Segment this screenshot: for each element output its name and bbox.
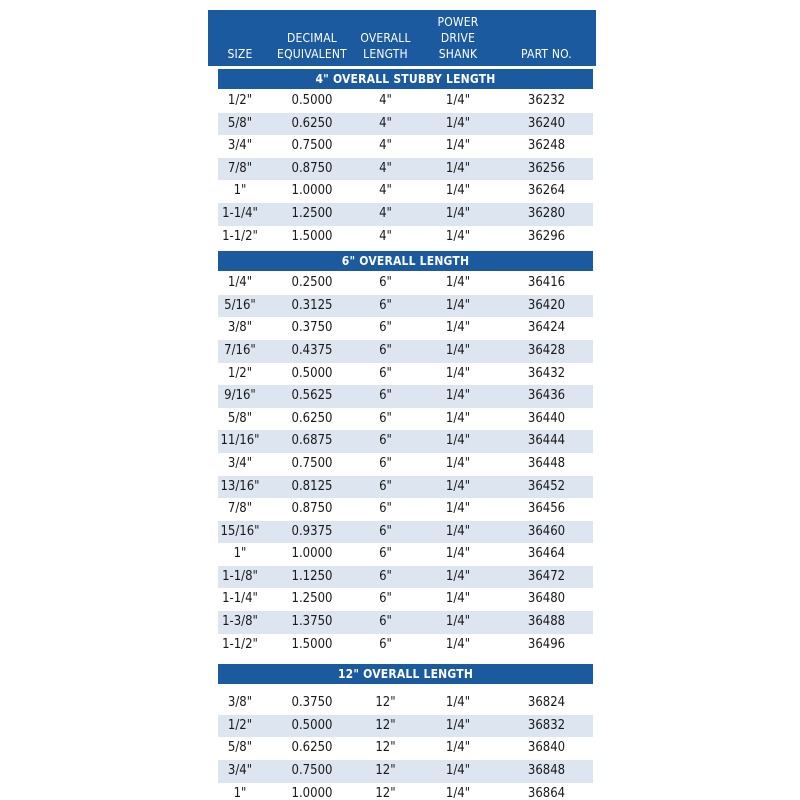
- table-row: [208, 692, 596, 715]
- cell-part-no: 36248: [527, 138, 566, 154]
- cell-overall-length: 4": [379, 228, 392, 244]
- cell-decimal: 1.5000: [291, 228, 333, 244]
- section-spacer: [208, 684, 596, 692]
- cell-overall-length: 4": [379, 138, 392, 154]
- table-row: [208, 588, 596, 611]
- header-overall-length: OVERALL LENGTH: [360, 31, 411, 61]
- cell-decimal: 1.0000: [291, 546, 333, 562]
- cell-size: 1-1/4": [222, 591, 258, 607]
- cell-decimal: 1.0000: [291, 785, 333, 800]
- cell-shank: 1/4": [445, 205, 471, 221]
- cell-part-no: 36432: [527, 365, 566, 381]
- cell-decimal: 1.3750: [291, 614, 333, 630]
- cell-size: 1/2": [227, 93, 253, 108]
- cell-decimal: 0.5000: [291, 365, 333, 381]
- table-row: [208, 90, 596, 113]
- cell-part-no: 36444: [527, 433, 566, 449]
- table-row: [208, 476, 596, 499]
- cell-size: 1-1/2": [222, 636, 258, 652]
- table-row: [208, 363, 596, 386]
- cell-overall-length: 6": [379, 455, 392, 471]
- cell-part-no: 36420: [527, 297, 566, 313]
- cell-overall-length: 12": [375, 785, 396, 800]
- cell-overall-length: 4": [379, 93, 392, 108]
- cell-size: 1-1/8": [222, 568, 258, 584]
- cell-size: 7/16": [224, 342, 256, 358]
- cell-shank: 1/4": [445, 591, 471, 607]
- cell-part-no: 36496: [527, 636, 566, 652]
- table-row: [208, 408, 596, 431]
- cell-size: 3/4": [227, 763, 253, 779]
- cell-decimal: 1.1250: [291, 568, 333, 584]
- cell-size: 9/16": [224, 388, 256, 404]
- cell-part-no: 36864: [527, 785, 566, 800]
- cell-overall-length: 6": [379, 297, 392, 313]
- table-row: [208, 498, 596, 521]
- cell-part-no: 36480: [527, 591, 566, 607]
- cell-decimal: 0.7500: [291, 763, 333, 779]
- cell-size: 3/8": [227, 695, 253, 711]
- cell-overall-length: 6": [379, 614, 392, 630]
- cell-shank: 1/4": [445, 763, 471, 779]
- cell-size: 1": [233, 785, 247, 800]
- cell-part-no: 36232: [527, 93, 566, 108]
- cell-decimal: 0.8125: [291, 478, 333, 494]
- table-row: [208, 737, 596, 760]
- cell-shank: 1/4": [445, 320, 471, 336]
- cell-decimal: 0.7500: [291, 455, 333, 471]
- cell-decimal: 0.3750: [291, 320, 333, 336]
- cell-size: 7/8": [227, 160, 253, 176]
- cell-size: 3/4": [227, 138, 253, 154]
- section-title: 6" OVERALL LENGTH: [218, 251, 593, 271]
- cell-part-no: 36424: [527, 320, 566, 336]
- cell-shank: 1/4": [445, 115, 471, 131]
- table-row: [208, 135, 596, 158]
- cell-part-no: 36840: [527, 740, 566, 756]
- cell-decimal: 1.2500: [291, 591, 333, 607]
- cell-overall-length: 6": [379, 342, 392, 358]
- cell-size: 3/4": [227, 455, 253, 471]
- table-row: [208, 783, 596, 800]
- cell-overall-length: 6": [379, 433, 392, 449]
- header-size: SIZE: [227, 47, 253, 61]
- cell-part-no: 36440: [527, 410, 566, 426]
- cell-size: 5/8": [227, 115, 253, 131]
- cell-shank: 1/4": [445, 410, 471, 426]
- cell-size: 7/8": [227, 501, 253, 517]
- table-row: [208, 453, 596, 476]
- cell-overall-length: 12": [375, 763, 396, 779]
- cell-shank: 1/4": [445, 342, 471, 358]
- cell-part-no: 36448: [527, 455, 566, 471]
- cell-overall-length: 6": [379, 275, 392, 291]
- cell-part-no: 36256: [527, 160, 566, 176]
- cell-part-no: 36456: [527, 501, 566, 517]
- section-gap: [208, 656, 596, 664]
- cell-decimal: 0.5000: [291, 717, 333, 733]
- cell-overall-length: 6": [379, 410, 392, 426]
- cell-shank: 1/4": [445, 695, 471, 711]
- cell-size: 11/16": [220, 433, 260, 449]
- cell-part-no: 36472: [527, 568, 566, 584]
- section-title: 12" OVERALL LENGTH: [218, 664, 593, 684]
- cell-decimal: 0.7500: [291, 138, 333, 154]
- cell-part-no: 36452: [527, 478, 566, 494]
- table-row: [208, 340, 596, 363]
- table-row: [208, 715, 596, 738]
- cell-shank: 1/4": [445, 785, 471, 800]
- table-row: [208, 634, 596, 657]
- cell-decimal: 0.6875: [291, 433, 333, 449]
- cell-decimal: 0.8750: [291, 160, 333, 176]
- cell-shank: 1/4": [445, 297, 471, 313]
- cell-shank: 1/4": [445, 455, 471, 471]
- table-row: [208, 430, 596, 453]
- cell-shank: 1/4": [445, 388, 471, 404]
- cell-size: 1/4": [227, 275, 253, 291]
- cell-decimal: 1.2500: [291, 205, 333, 221]
- cell-size: 5/16": [224, 297, 256, 313]
- cell-shank: 1/4": [445, 523, 471, 539]
- cell-size: 1-1/2": [222, 228, 258, 244]
- section-title: 4" OVERALL STUBBY LENGTH: [218, 69, 593, 89]
- cell-decimal: 0.3750: [291, 695, 333, 711]
- cell-size: 15/16": [220, 523, 260, 539]
- cell-size: 1/2": [227, 717, 253, 733]
- cell-overall-length: 6": [379, 546, 392, 562]
- cell-size: 1/2": [227, 365, 253, 381]
- cell-overall-length: 4": [379, 205, 392, 221]
- cell-overall-length: 6": [379, 320, 392, 336]
- table-row: [208, 226, 596, 249]
- cell-size: 5/8": [227, 410, 253, 426]
- table-row: [208, 385, 596, 408]
- table-header: [208, 10, 596, 66]
- cell-part-no: 36280: [527, 205, 566, 221]
- cell-shank: 1/4": [445, 636, 471, 652]
- cell-overall-length: 12": [375, 717, 396, 733]
- table-row: [208, 543, 596, 566]
- cell-overall-length: 12": [375, 740, 396, 756]
- cell-part-no: 36464: [527, 546, 566, 562]
- cell-decimal: 0.4375: [291, 342, 333, 358]
- cell-size: 5/8": [227, 740, 253, 756]
- cell-size: 1-1/4": [222, 205, 258, 221]
- cell-shank: 1/4": [445, 365, 471, 381]
- cell-overall-length: 6": [379, 388, 392, 404]
- cell-shank: 1/4": [445, 614, 471, 630]
- cell-part-no: 36264: [527, 183, 566, 199]
- table-row: [208, 295, 596, 318]
- cell-part-no: 36416: [527, 275, 566, 291]
- table-row: [208, 158, 596, 181]
- header-power-drive-shank: POWER DRIVE SHANK: [437, 15, 479, 61]
- cell-shank: 1/4": [445, 717, 471, 733]
- table-body: [208, 66, 596, 800]
- cell-decimal: 0.5000: [291, 93, 333, 108]
- cell-overall-length: 6": [379, 568, 392, 584]
- cell-shank: 1/4": [445, 93, 471, 108]
- cell-decimal: 1.0000: [291, 183, 333, 199]
- cell-overall-length: 6": [379, 501, 392, 517]
- table-row: [208, 611, 596, 634]
- table-row: [208, 760, 596, 783]
- cell-size: 1-3/8": [222, 614, 258, 630]
- table-row: [208, 317, 596, 340]
- cell-decimal: 0.3125: [291, 297, 333, 313]
- table-row: [208, 180, 596, 203]
- cell-part-no: 36488: [527, 614, 566, 630]
- cell-overall-length: 6": [379, 478, 392, 494]
- cell-shank: 1/4": [445, 568, 471, 584]
- cell-shank: 1/4": [445, 501, 471, 517]
- cell-decimal: 0.8750: [291, 501, 333, 517]
- cell-overall-length: 6": [379, 523, 392, 539]
- cell-size: 1": [233, 183, 247, 199]
- cell-decimal: 0.2500: [291, 275, 333, 291]
- cell-size: 1": [233, 546, 247, 562]
- cell-shank: 1/4": [445, 183, 471, 199]
- cell-decimal: 0.5625: [291, 388, 333, 404]
- cell-part-no: 36848: [527, 763, 566, 779]
- cell-decimal: 0.6250: [291, 740, 333, 756]
- cell-part-no: 36436: [527, 388, 566, 404]
- cell-part-no: 36428: [527, 342, 566, 358]
- table-row: [208, 566, 596, 589]
- table-row: [208, 113, 596, 136]
- cell-overall-length: 6": [379, 591, 392, 607]
- spec-table: [208, 10, 596, 800]
- cell-shank: 1/4": [445, 138, 471, 154]
- cell-decimal: 1.5000: [291, 636, 333, 652]
- cell-decimal: 0.6250: [291, 115, 333, 131]
- cell-shank: 1/4": [445, 740, 471, 756]
- cell-overall-length: 12": [375, 695, 396, 711]
- cell-shank: 1/4": [445, 478, 471, 494]
- cell-overall-length: 4": [379, 115, 392, 131]
- cell-shank: 1/4": [445, 160, 471, 176]
- cell-part-no: 36824: [527, 695, 566, 711]
- cell-shank: 1/4": [445, 546, 471, 562]
- cell-shank: 1/4": [445, 433, 471, 449]
- cell-decimal: 0.6250: [291, 410, 333, 426]
- cell-size: 13/16": [220, 478, 260, 494]
- cell-shank: 1/4": [445, 228, 471, 244]
- cell-overall-length: 4": [379, 160, 392, 176]
- cell-overall-length: 4": [379, 183, 392, 199]
- cell-overall-length: 6": [379, 365, 392, 381]
- cell-overall-length: 6": [379, 636, 392, 652]
- table-row: [208, 521, 596, 544]
- cell-part-no: 36832: [527, 717, 566, 733]
- cell-decimal: 0.9375: [291, 523, 333, 539]
- header-part-no: PART NO.: [521, 47, 572, 61]
- cell-part-no: 36296: [527, 228, 566, 244]
- cell-size: 3/8": [227, 320, 253, 336]
- table-row: [208, 272, 596, 295]
- table-row: [208, 203, 596, 226]
- cell-part-no: 36460: [527, 523, 566, 539]
- header-decimal-equivalent: DECIMAL EQUIVALENT: [277, 31, 347, 61]
- cell-shank: 1/4": [445, 275, 471, 291]
- cell-part-no: 36240: [527, 115, 566, 131]
